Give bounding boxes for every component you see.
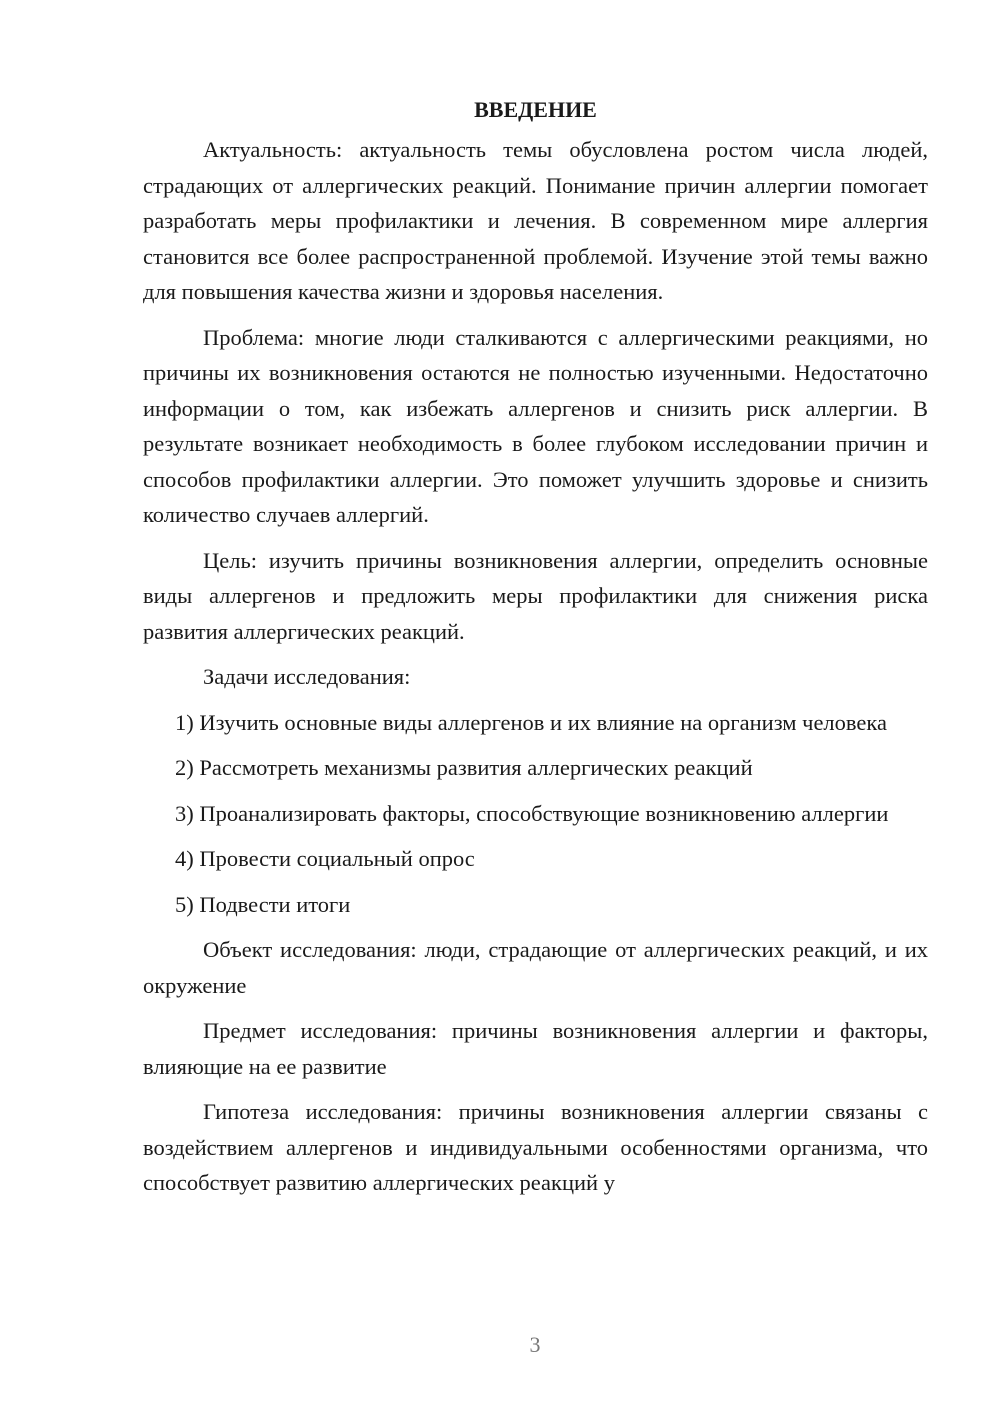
document-page — [143, 92, 928, 1211]
page-title: ВВЕДЕНИЕ — [474, 97, 597, 122]
paragraph-subject: Предмет исследования: причины возникновения аллергии и факторы, влияющие на ее развитие — [143, 1018, 928, 1079]
task-item-2: 2) Рассмотреть механизмы развития аллергических реакций — [175, 755, 753, 780]
paragraph-problem: Проблема: многие люди сталкиваются с аллергическими реакциями, но причины их возникновения остаются не полностью изученными. Недостаточно информации о том, как избежать аллергенов и снизить риск аллергии. В результате возникает необходимость в более глубоком исследовании причин и способов профилактики аллергии. Это поможет улучшить здоровье и снизить количество случаев аллергий. — [143, 324, 928, 527]
paragraph-object: Объект исследования: люди, страдающие от аллергических реакций, и их окружение — [143, 937, 928, 998]
paragraph-tasks-heading: Задачи исследования: — [203, 664, 411, 689]
paragraph-hypothesis: Гипотеза исследования: причины возникновения аллергии связаны с воздействием аллергенов и индивидуальными особенностями организма, что способствует развитию аллергических реакций у — [143, 1099, 928, 1195]
paragraph-relevance: Актуальность: актуальность темы обусловлена ростом числа людей, страдающих от аллергических реакций. Понимание причин аллергии помогает разработать меры профилактики и лечения. В современном мире аллергия становится все более распространенной проблемой. Изучение этой темы важно для повышения качества жизни и здоровья населения. — [143, 137, 928, 304]
task-item-4: 4) Провести социальный опрос — [175, 846, 475, 871]
task-item-1: 1) Изучить основные виды аллергенов и их влияние на организм человека — [175, 709, 887, 735]
paragraph-goal: Цель: изучить причины возникновения аллергии, определить основные виды аллергенов и предложить меры профилактики для снижения риска развития аллергических реакций. — [143, 547, 928, 644]
page-number: 3 — [529, 1332, 541, 1357]
task-item-5: 5) Подвести итоги — [175, 891, 351, 917]
task-item-3: 3) Проанализировать факторы, способствующие возникновению аллергии — [175, 800, 889, 826]
